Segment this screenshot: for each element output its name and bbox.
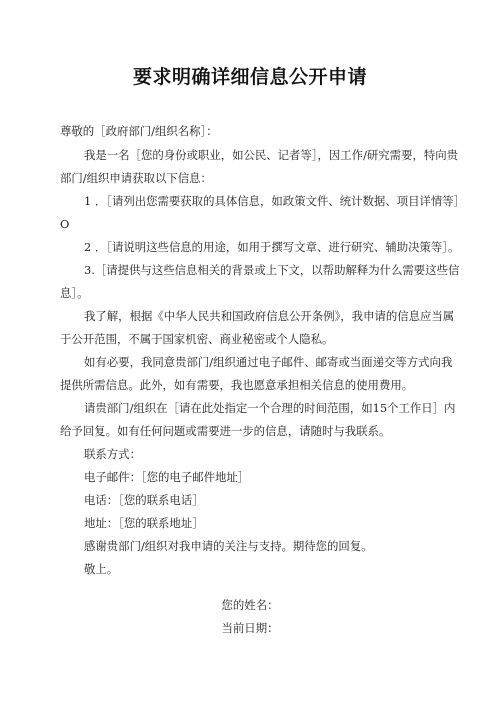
signature-name: 您的姓名： <box>221 598 279 612</box>
contact-email: 电子邮件：［您的电子邮件地址］ <box>84 470 250 484</box>
intro-line-1: 我是一名［您的身份或职业，如公民、记者等］，因工作/研究需要，特向贵 <box>84 148 459 162</box>
contact-address: 地址：［您的联系地址］ <box>84 516 204 530</box>
contact-phone: 电话：［您的联系电话］ <box>84 493 204 507</box>
salutation: 尊敬的［政府部门/组织名称］： <box>60 124 218 138</box>
signature-date: 当前日期： <box>221 621 279 635</box>
item-2: 2 ．［请说明这些信息的用途，如用于撰写文章、进行研究、辅助决策等］。 <box>84 240 460 254</box>
item-1-line-1: 1 ．［请列出您需要获取的具体信息，如政策文件、统计数据、项目详情等］ <box>84 194 466 208</box>
deadline-line-2: 给予回复。如有任何问题或需要进一步的信息，请随时与我联系。 <box>60 424 391 438</box>
document-title: 要求明确详细信息公开申请 <box>132 66 367 88</box>
basis-line-2: 于公开范围，不属于国家机密、商业秘密或个人隐私。 <box>60 332 334 346</box>
intro-line-2: 部门/组织申请获取以下信息： <box>60 171 212 185</box>
basis-line-1: 我了解，根据《中华人民共和国政府信息公开条例》，我申请的信息应当属 <box>84 309 455 323</box>
item-3-line-1: 3.［请提供与这些信息相关的背景或上下文，以帮助解释为什么需要这些信 <box>84 263 460 277</box>
closing-line: 敬上。 <box>84 562 119 576</box>
delivery-line-2: 提供所需信息。此外，如有需要，我也愿意承担相关信息的使用费用。 <box>60 378 414 392</box>
item-1-line-2: O <box>60 217 70 231</box>
contact-heading: 联系方式： <box>84 447 141 461</box>
deadline-line-1: 请贵部门/组织在［请在此处指定一个合理的时间范围，如15个工作日］内 <box>84 401 456 415</box>
delivery-line-1: 如有必要，我同意贵部门/组织通过电子邮件、邮寄或当面递交等方式向我 <box>84 355 453 369</box>
item-3-line-2: 息］。 <box>60 286 89 300</box>
thanks-line: 感谢贵部门/组织对我申请的关注与支持。期待您的回复。 <box>84 539 373 553</box>
